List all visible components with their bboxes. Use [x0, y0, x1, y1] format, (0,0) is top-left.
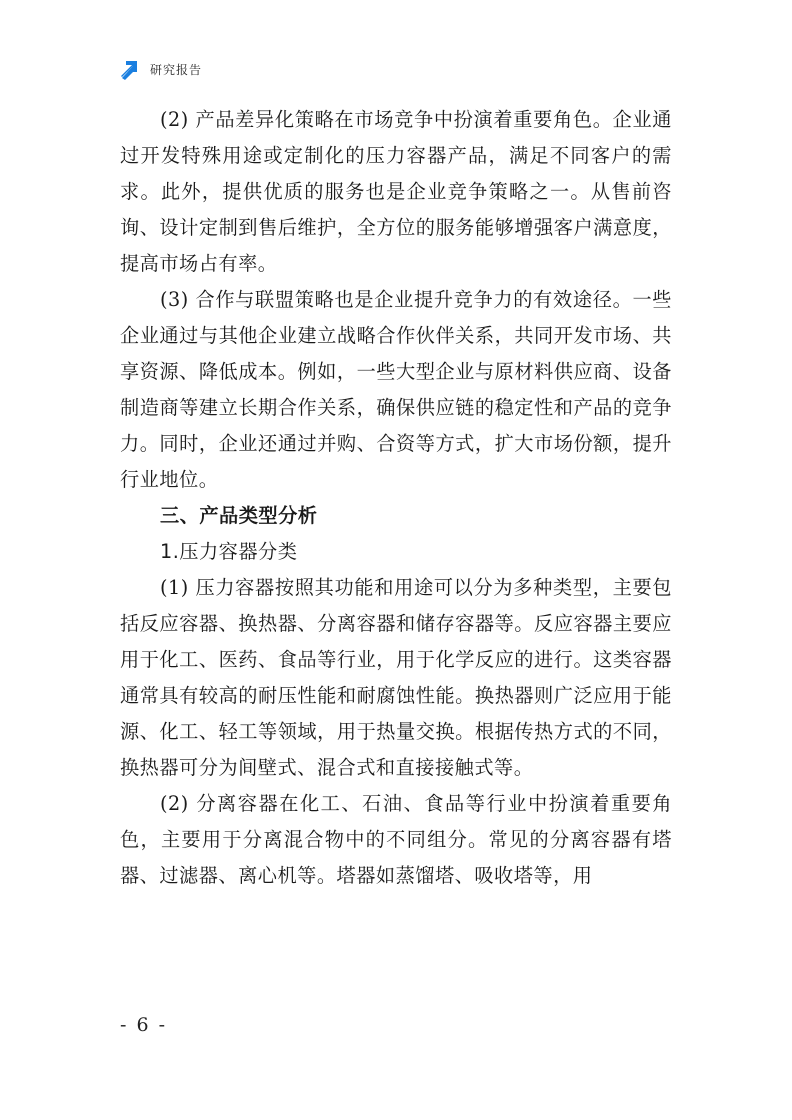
report-header	[120, 58, 202, 80]
header-label: 研究报告	[150, 62, 203, 77]
paragraph-classification-2: (2) 分离容器在化工、石油、食品等行业中扮演着重要角色，主要用于分离混合物中的不同组分。常见的分离容器有塔器、过滤器、离心机等。塔器如蒸馏塔、吸收塔等，用	[120, 792, 672, 887]
paragraph-strategy-3: (3) 合作与联盟策略也是企业提升竞争力的有效途径。一些企业通过与其他企业建立战略合作伙伴关系，共同开发市场、共享资源、降低成本。例如，一些大型企业与原材料供应商、设备制造商等建立长期合作关系，确保供应链的稳定性和产品的竞争力。同时，企业还通过并购、合资等方式，扩大市场份额，提升行业地位。	[120, 288, 672, 491]
subsection-heading: 1.压力容器分类	[160, 540, 298, 563]
section-heading: 三、产品类型分析	[160, 504, 318, 527]
arrow-up-right-icon	[120, 58, 142, 80]
paragraph-classification-1: (1) 压力容器按照其功能和用途可以分为多种类型，主要包括反应容器、换热器、分离容器和储存容器等。反应容器主要应用于化工、医药、食品等行业，用于化学反应的进行。这类容器通常具有较高的耐压性能和耐腐蚀性能。换热器则广泛应用于能源、化工、轻工等领域，用于热量交换。根据传热方式的不同，换热器可分为间壁式、混合式和直接接触式等。	[120, 576, 672, 779]
document-body	[120, 102, 672, 894]
paragraph-strategy-2: (2) 产品差异化策略在市场竞争中扮演着重要角色。企业通过开发特殊用途或定制化的压力容器产品，满足不同客户的需求。此外，提供优质的服务也是企业竞争策略之一。从售前咨询、设计定制到售后维护，全方位的服务能够增强客户满意度，提高市场占有率。	[120, 108, 672, 275]
page-number: - 6 -	[120, 1014, 168, 1036]
